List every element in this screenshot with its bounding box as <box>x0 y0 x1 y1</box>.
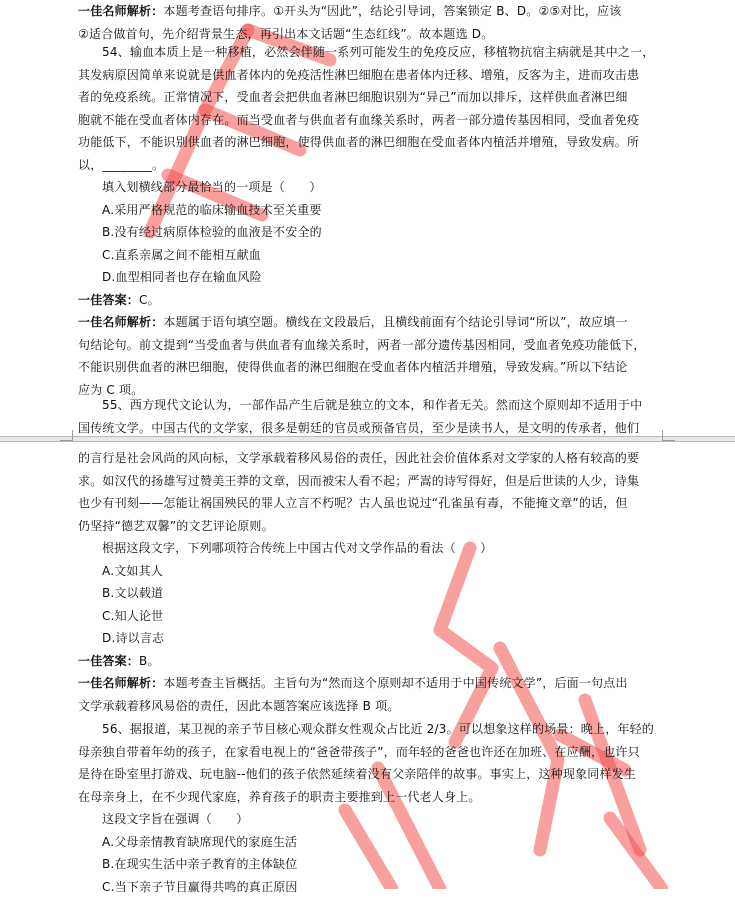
q56-passage <box>78 718 658 898</box>
passage-line: 是待在卧室里打游戏、玩电脑--他们的孩子依然延续着没有父亲陪伴的故事。事实上，这种现象同样发生 <box>78 763 658 786</box>
question-stem: 根据这段文字，下列哪项符合传统上中国古代对文学作品的看法（ ） <box>78 537 658 560</box>
analysis-line: 本题考查主旨概括。主旨句为“然而这个原则却不适用于中国传统文学”，后面一句点出 <box>163 676 627 690</box>
option-a: A.文如其人 <box>78 560 658 583</box>
analysis-label: 一佳名师解析： <box>78 315 163 329</box>
page-1 <box>0 0 735 436</box>
option-a: A.采用严格规范的临床输血技术至关重要 <box>78 199 658 222</box>
passage-line: 55、西方现代文论认为，一部作品产生后就是独立的文本，和作者无关。然而这个原则却不适用于中 <box>78 394 658 417</box>
q54-passage <box>78 41 658 401</box>
option-c: C.知人论世 <box>78 605 658 628</box>
option-b: B.在现实生活中亲子教育的主体缺位 <box>78 853 658 876</box>
passage-line: 仍坚持“德艺双馨”的文艺评论原则。 <box>78 515 658 538</box>
option-a: A.父母亲情教育缺席现代的家庭生活 <box>78 831 658 854</box>
option-d: D.诗以言志 <box>78 627 658 650</box>
passage-line: 功能低下，不能识别供血者的淋巴细胞，使得供血者的淋巴细胞在受血者体内植活并增殖，导致发病。所 <box>78 131 658 154</box>
question-stem: 这段文字旨在强调（ ） <box>78 808 658 831</box>
analysis-line: 句结论句。前文提到“当受血者与供血者有血缘关系时，两者一部分遗传基因相同，受血者免疫功能低下， <box>78 334 658 357</box>
q55-passage-bottom <box>78 447 658 717</box>
analysis-label: 一佳名师解析： <box>78 4 163 18</box>
question-stem: 填入划横线部分最恰当的一项是（ ） <box>78 176 658 199</box>
analysis-label: 一佳名师解析： <box>78 676 163 690</box>
analysis-line: 不能识别供血者的淋巴细胞，使得供血者的淋巴细胞在受血者体内植活并增殖，导致发病。”所以下结论 <box>78 356 658 379</box>
crop-mark <box>60 430 73 441</box>
passage-line: 国传统文学。中国古代的文学家，很多是朝廷的官员或预备官员，至少是读书人，是文明的传承者，他们 <box>78 417 658 440</box>
passage-line: 的言行是社会风尚的风向标，文学承载着移风易俗的责任，因此社会价值体系对文学家的人格有较高的要 <box>78 447 658 470</box>
passage-line: 以， <box>78 158 102 172</box>
q55-passage-top <box>78 394 658 439</box>
crop-mark <box>662 430 675 441</box>
analysis-line: 本题属于语句填空题。横线在文段最后，且横线前面有个结论引导词“所以”，故应填一 <box>163 315 627 329</box>
fill-blank: ________ <box>102 154 152 177</box>
passage-line: 者的免疫系统。正常情况下，受血者会把供血者淋巴细胞识别为“异己”而加以排斥，这样供血者淋巴细 <box>78 86 658 109</box>
passage-line: 母亲独自带着年幼的孩子，在家看电视上的“爸爸带孩子”，而年轻的爸爸也许还在加班、在应酬，也许只 <box>78 741 658 764</box>
analysis-line: 文学承载着移风易俗的责任，因此本题答案应该选择 B 项。 <box>78 695 658 718</box>
option-c: C.当下亲子节目赢得共鸣的真正原因 <box>78 876 658 898</box>
option-d: D.血型相同者也存在输血风险 <box>78 266 658 289</box>
option-c: C.直系亲属之间不能相互献血 <box>78 244 658 267</box>
answer-value: B。 <box>139 654 160 668</box>
passage-line: 在母亲身上，在不少现代家庭，养育孩子的职责主要推到上一代老人身上。 <box>78 786 658 809</box>
analysis-line: 本题考查语句排序。①开头为“因此”，结论引导词，答案锁定 B、D。②⑤对比，应该 <box>163 4 621 18</box>
passage-line: 也少有刊刻——怎能让祸国殃民的罪人立言不朽呢？古人虽也说过“孔雀虽有毒，不能掩文章”的话，但 <box>78 492 658 515</box>
passage-line: 求。如汉代的扬雄写过赞美王莽的文章，因而被宋人看不起；严嵩的诗写得好，但是后世读的人少，诗集 <box>78 470 658 493</box>
passage-line: 54、输血本质上是一种移植，必然会伴随一系列可能发生的免疫反应，移植物抗宿主病就是其中之一， <box>78 41 658 64</box>
page-2 <box>0 442 735 889</box>
passage-line: 56、据报道，某卫视的亲子节目核心观众群女性观众占比近 2/3。可以想象这样的场景：晚上，年轻的 <box>78 718 658 741</box>
passage-line: 其发病原因简单来说就是供血者体内的免疫活性淋巴细胞在患者体内迁移、增殖，反客为主，进而攻击患 <box>78 64 658 87</box>
option-b: B.文以载道 <box>78 582 658 605</box>
analysis-line: 应为 C 项。 <box>78 379 658 402</box>
analysis-line: ②适合做首句，先介绍背景生态，再引出本文话题“生态红线”。故本题选 D。 <box>78 23 658 46</box>
answer-label: 一佳答案： <box>78 293 139 307</box>
answer-value: C。 <box>139 293 160 307</box>
end-mark: 。 <box>152 158 164 172</box>
passage-line: 胞就不能在受血者体内存在。而当受血者与供血者有血缘关系时，两者一部分遗传基因相同，受血者免疫 <box>78 109 658 132</box>
answer-label: 一佳答案： <box>78 654 139 668</box>
option-b: B.没有经过病原体检验的血液是不安全的 <box>78 221 658 244</box>
q53-analysis <box>78 0 658 45</box>
